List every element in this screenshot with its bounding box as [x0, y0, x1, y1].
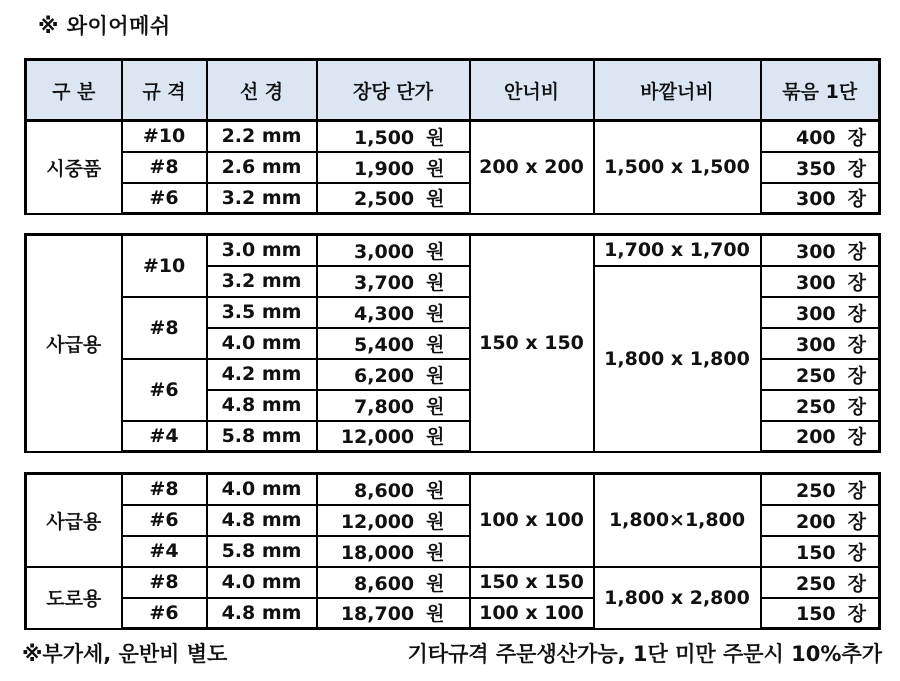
spec-cell: #6: [122, 183, 207, 214]
price-cell: 1,900 원: [317, 152, 470, 183]
diameter-cell: 4.2 mm: [207, 359, 317, 390]
diameter-cell: 5.8 mm: [207, 536, 317, 567]
spec-cell: #10: [122, 235, 207, 297]
price-table-road: [24, 472, 881, 630]
price-cell: 18,000 원: [317, 536, 470, 567]
spec-cell: #10: [122, 121, 207, 152]
category-cell: 사급용: [26, 235, 122, 452]
bundle-cell: 200 장: [761, 421, 880, 452]
spec-cell: #8: [122, 297, 207, 359]
price-cell: 18,700 원: [317, 598, 470, 629]
page-title: ※ 와이어메쉬: [38, 14, 171, 38]
bundle-cell: 300 장: [761, 183, 880, 214]
price-cell: 1,500 원: [317, 121, 470, 152]
diameter-cell: 3.2 mm: [207, 266, 317, 297]
price-table-retail: [24, 58, 881, 215]
inner-width-cell: 150 x 150: [470, 235, 594, 452]
inner-width-cell: 150 x 150: [470, 567, 594, 598]
price-cell: 12,000 원: [317, 421, 470, 452]
header-bundle: 묶음 1단: [761, 60, 880, 121]
spec-cell: #8: [122, 474, 207, 505]
bundle-cell: 300 장: [761, 297, 880, 328]
diameter-cell: 2.2 mm: [207, 121, 317, 152]
price-cell: 3,700 원: [317, 266, 470, 297]
category-cell: 도로용: [26, 567, 122, 629]
bundle-cell: 350 장: [761, 152, 880, 183]
outer-width-cell: 1,500 x 1,500: [594, 121, 761, 214]
bundle-cell: 150 장: [761, 598, 880, 629]
header-unit-price: 장당 단가: [317, 60, 470, 121]
table-header-row: [26, 60, 880, 121]
price-cell: 4,300 원: [317, 297, 470, 328]
price-cell: 6,200 원: [317, 359, 470, 390]
price-cell: 7,800 원: [317, 390, 470, 421]
table-row: [26, 235, 880, 266]
inner-width-cell: 100 x 100: [470, 598, 594, 629]
bundle-cell: 300 장: [761, 235, 880, 266]
header-category: 구 분: [26, 60, 122, 121]
bundle-cell: 150 장: [761, 536, 880, 567]
bundle-cell: 250 장: [761, 359, 880, 390]
price-cell: 2,500 원: [317, 183, 470, 214]
diameter-cell: 2.6 mm: [207, 152, 317, 183]
diameter-cell: 4.8 mm: [207, 390, 317, 421]
diameter-cell: 3.5 mm: [207, 297, 317, 328]
price-cell: 8,600 원: [317, 567, 470, 598]
spec-cell: #4: [122, 421, 207, 452]
header-diameter: 선 경: [207, 60, 317, 121]
table-row: [26, 567, 880, 598]
price-table-supply: [24, 233, 881, 453]
inner-width-cell: 200 x 200: [470, 121, 594, 214]
spec-cell: #6: [122, 359, 207, 421]
spec-cell: #6: [122, 598, 207, 629]
diameter-cell: 4.8 mm: [207, 598, 317, 629]
bundle-cell: 200 장: [761, 505, 880, 536]
footer-notes: [22, 638, 882, 668]
diameter-cell: 4.8 mm: [207, 505, 317, 536]
diameter-cell: 3.2 mm: [207, 183, 317, 214]
table-row: [26, 474, 880, 505]
category-cell: 사급용: [26, 474, 122, 567]
outer-width-cell: 1,800 x 2,800: [594, 567, 761, 629]
outer-width-cell: 1,800×1,800: [594, 474, 761, 567]
bundle-cell: 250 장: [761, 390, 880, 421]
header-inner-width: 안너비: [470, 60, 594, 121]
outer-width-cell: 1,800 x 1,800: [594, 266, 761, 452]
diameter-cell: 4.0 mm: [207, 474, 317, 505]
price-cell: 3,000 원: [317, 235, 470, 266]
price-cell: 8,600 원: [317, 474, 470, 505]
price-cell: 12,000 원: [317, 505, 470, 536]
diameter-cell: 4.0 mm: [207, 328, 317, 359]
footer-note-custom-order: 기타규격 주문생산가능, 1단 미만 주문시 10%추가: [407, 642, 882, 666]
bundle-cell: 250 장: [761, 567, 880, 598]
spec-cell: #4: [122, 536, 207, 567]
bundle-cell: 300 장: [761, 266, 880, 297]
price-cell: 5,400 원: [317, 328, 470, 359]
outer-width-cell: 1,700 x 1,700: [594, 235, 761, 266]
category-cell: 시중품: [26, 121, 122, 214]
header-spec: 규 격: [122, 60, 207, 121]
spec-cell: #8: [122, 152, 207, 183]
spec-cell: #8: [122, 567, 207, 598]
spec-cell: #6: [122, 505, 207, 536]
diameter-cell: 3.0 mm: [207, 235, 317, 266]
header-outer-width: 바깥너비: [594, 60, 761, 121]
inner-width-cell: 100 x 100: [470, 474, 594, 567]
bundle-cell: 250 장: [761, 474, 880, 505]
diameter-cell: 5.8 mm: [207, 421, 317, 452]
table-row: [26, 121, 880, 152]
diameter-cell: 4.0 mm: [207, 567, 317, 598]
bundle-cell: 300 장: [761, 328, 880, 359]
footer-note-vat: ※부가세, 운반비 별도: [22, 642, 228, 666]
bundle-cell: 400 장: [761, 121, 880, 152]
